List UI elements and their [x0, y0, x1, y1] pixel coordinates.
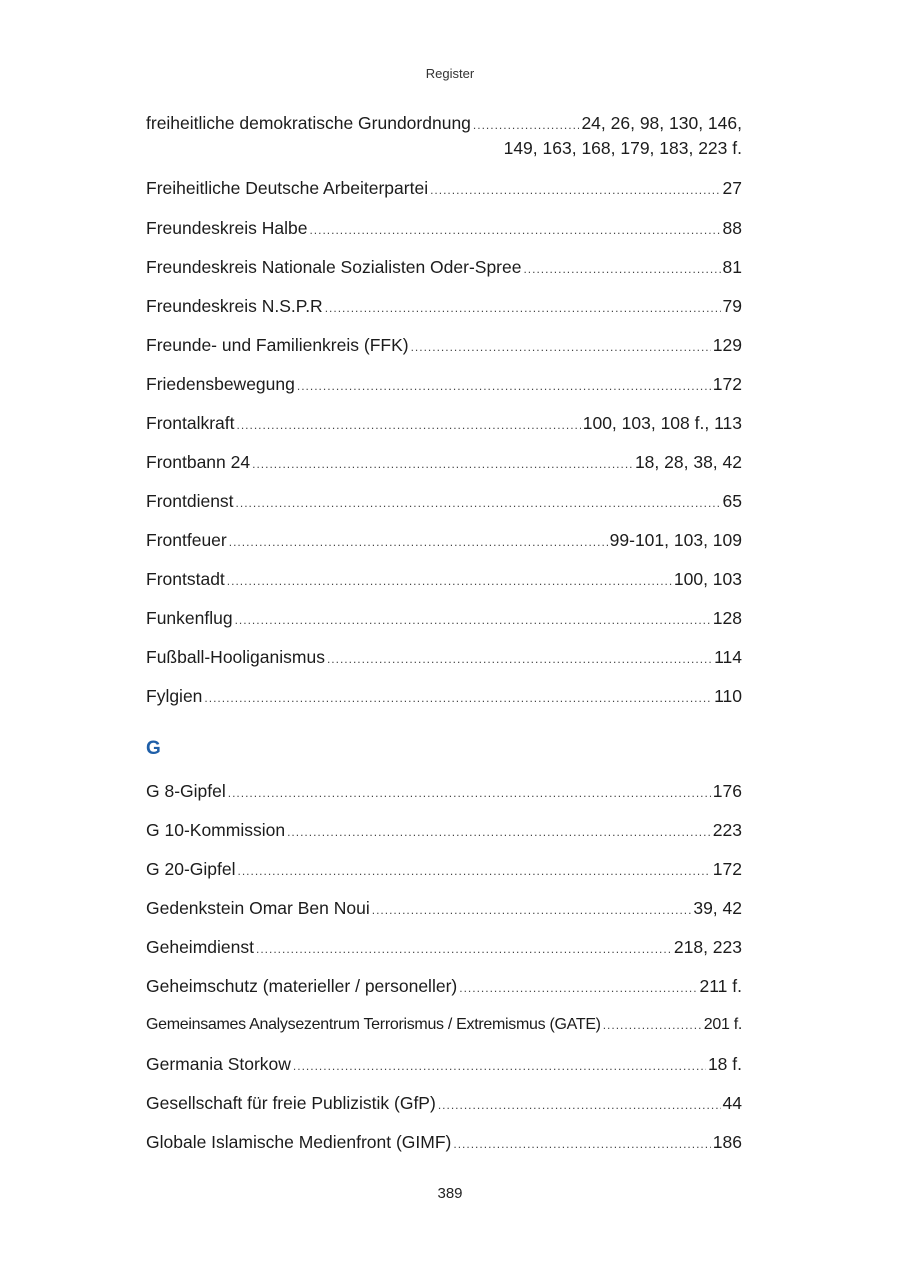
- index-term: Freunde- und Familienkreis (FFK): [146, 335, 409, 355]
- dot-leader: [235, 609, 711, 631]
- index-entry: [146, 412, 742, 436]
- dot-leader: [438, 1094, 721, 1116]
- index-entry: [146, 897, 742, 921]
- index-entry: [146, 295, 742, 319]
- running-header: Register: [425, 66, 475, 81]
- index-entry: [146, 1131, 742, 1155]
- page-refs: 218, 223: [673, 937, 742, 957]
- dot-leader: [327, 648, 712, 670]
- dot-leader: [236, 492, 721, 514]
- dot-leader: [227, 570, 672, 592]
- page-refs: 114: [714, 647, 742, 667]
- index-entry: [146, 529, 742, 553]
- page-refs: 18, 28, 38, 42: [634, 452, 742, 472]
- index-entry: [146, 607, 742, 631]
- index-entry: [146, 177, 742, 201]
- dot-leader: [430, 179, 720, 201]
- page-refs: 99-101, 103, 109: [609, 530, 742, 550]
- index-entry: [146, 819, 742, 843]
- index-term: Fußball-Hooliganismus: [146, 647, 325, 667]
- index-term: G 20-Gipfel: [146, 859, 236, 879]
- page-refs: 81: [722, 257, 742, 277]
- dot-leader: [459, 977, 697, 999]
- index-term: Freundeskreis Nationale Sozialisten Oder-Spree: [146, 257, 522, 277]
- index-entry: [146, 373, 742, 397]
- index-term: Freundeskreis N.S.P.R: [146, 296, 323, 316]
- index-entry: [146, 1053, 742, 1077]
- index-term: Frontfeuer: [146, 530, 227, 550]
- index-entry: [146, 490, 742, 514]
- index-term: Frontalkraft: [146, 413, 235, 433]
- page-refs-continuation: 149, 163, 168, 179, 183, 223 f.: [503, 138, 742, 158]
- page-refs: 39, 42: [693, 898, 742, 918]
- dot-leader: [372, 899, 692, 921]
- index-term: Geheimdienst: [146, 937, 254, 957]
- index-term: Globale Islamische Medienfront (GIMF): [146, 1132, 452, 1152]
- page-refs: 223: [712, 820, 742, 840]
- dot-leader: [453, 1133, 710, 1155]
- page-refs: 211 f.: [699, 976, 742, 996]
- index-term: Freundeskreis Halbe: [146, 218, 308, 238]
- dot-leader: [229, 531, 608, 553]
- index-entry: [146, 858, 742, 882]
- index-entry: [146, 256, 742, 280]
- index-term: Germania Storkow: [146, 1054, 291, 1074]
- dot-leader: [237, 414, 581, 436]
- page-refs: 172: [712, 374, 742, 394]
- page-refs: 24, 26, 98, 130, 146,: [581, 113, 742, 133]
- page-refs: 100, 103, 108 f., 113: [582, 413, 742, 433]
- index-term: G 10-Kommission: [146, 820, 286, 840]
- index-term: Frontdienst: [146, 491, 234, 511]
- index-term: Funkenflug: [146, 608, 233, 628]
- dot-leader: [411, 336, 711, 358]
- page-refs: 79: [722, 296, 742, 316]
- index-entry: [146, 334, 742, 358]
- index-entry: [146, 780, 742, 804]
- dot-leader: [325, 297, 721, 319]
- index-entry: [146, 112, 742, 136]
- page-refs: 65: [722, 491, 742, 511]
- index-entry: [146, 936, 742, 960]
- index-term: Friedensbewegung: [146, 374, 295, 394]
- page-refs: 186: [712, 1132, 742, 1152]
- index-entry: [146, 1014, 742, 1036]
- dot-leader: [603, 1014, 702, 1036]
- page-refs: 201 f.: [703, 1016, 742, 1033]
- index-term: Frontbann 24: [146, 452, 251, 472]
- index-entry: [146, 685, 742, 709]
- index-entry: [146, 1092, 742, 1116]
- page-refs: 129: [712, 335, 742, 355]
- index-entry: [146, 646, 742, 670]
- page-refs: 128: [712, 608, 742, 628]
- dot-leader: [228, 782, 711, 804]
- index-term: Freiheitliche Deutsche Arbeiterpartei: [146, 178, 429, 198]
- page-refs: 110: [714, 686, 742, 706]
- dot-leader: [473, 114, 580, 136]
- section-heading-g: G: [146, 738, 161, 759]
- index-term: freiheitliche demokratische Grundordnung: [146, 113, 471, 133]
- dot-leader: [237, 860, 710, 882]
- index-term: Gesellschaft für freie Publizistik (GfP): [146, 1093, 436, 1113]
- index-term: Gedenkstein Omar Ben Noui: [146, 898, 370, 918]
- index-term: Gemeinsames Analysezentrum Terrorismus / Extremismus (GATE): [146, 1016, 601, 1033]
- dot-leader: [252, 453, 633, 475]
- dot-leader: [204, 687, 712, 709]
- index-term: Frontstadt: [146, 569, 225, 589]
- dot-leader: [256, 938, 672, 960]
- page-refs: 18 f.: [707, 1054, 742, 1074]
- dot-leader: [309, 219, 720, 241]
- index-entry: [146, 568, 742, 592]
- dot-leader: [287, 821, 711, 843]
- page-refs: 172: [712, 859, 742, 879]
- page-refs: 44: [722, 1093, 742, 1113]
- index-entry: [146, 451, 742, 475]
- page-refs: 88: [722, 218, 742, 238]
- dot-leader: [523, 258, 720, 280]
- page-refs: 176: [712, 781, 742, 801]
- dot-leader: [293, 1055, 706, 1077]
- index-entry: [146, 975, 742, 999]
- index-entry: [146, 217, 742, 241]
- page-refs: 100, 103: [673, 569, 742, 589]
- index-term: Fylgien: [146, 686, 203, 706]
- index-term: Geheimschutz (materieller / personeller): [146, 976, 458, 996]
- dot-leader: [297, 375, 711, 397]
- page-number: 389: [437, 1185, 463, 1202]
- page-refs: 27: [722, 178, 742, 198]
- index-term: G 8-Gipfel: [146, 781, 226, 801]
